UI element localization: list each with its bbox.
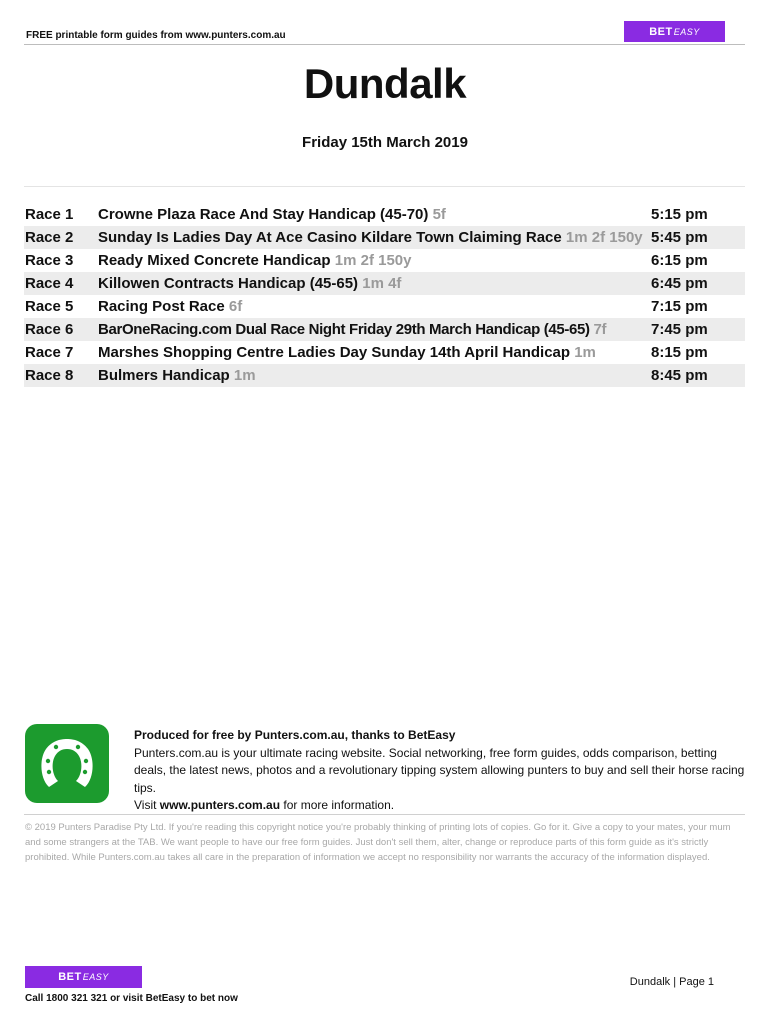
race-name-line (98, 321, 606, 338)
race-name: Bulmers Handicap (98, 367, 230, 384)
race-row (24, 272, 745, 295)
meeting-date: Friday 15th March 2019 (302, 134, 468, 151)
race-row (24, 318, 745, 341)
race-number: Race 7 (25, 344, 74, 361)
beteasy-logo-top[interactable] (624, 21, 725, 42)
title-divider (24, 186, 745, 187)
race-name: Marshes Shopping Centre Ladies Day Sunday 14th April Handicap (98, 344, 571, 361)
beteasy-logo-easy: EASY (82, 972, 109, 982)
race-row (24, 295, 745, 318)
race-number: Race 6 (25, 321, 74, 338)
race-distance: 1m 2f 150y (565, 229, 643, 246)
race-number: Race 1 (25, 206, 74, 223)
produced-body: Punters.com.au is your ultimate racing website. Social networking, free form guides, odds comparison, betting deals, the latest news, photos and a revolutionary tipping system allowing punters to buy and sell their horse racing tips. (134, 745, 745, 795)
race-row (24, 203, 745, 226)
race-name: Racing Post Race (98, 298, 225, 315)
race-row (24, 364, 745, 387)
race-number: Race 8 (25, 367, 74, 384)
race-name-line (98, 252, 411, 269)
race-number: Race 4 (25, 275, 74, 292)
race-time: 6:15 pm (651, 252, 708, 269)
race-list (24, 203, 745, 387)
race-distance: 1m (233, 367, 256, 384)
beteasy-logo-bottom[interactable] (25, 966, 142, 988)
venue-title: Dundalk (303, 60, 467, 107)
race-name: Sunday Is Ladies Day At Ace Casino Kildare Town Claiming Race (98, 229, 562, 246)
race-number: Race 5 (25, 298, 74, 315)
race-name-line (98, 367, 256, 384)
race-name-line (98, 229, 643, 246)
visit-suffix: for more information. (280, 798, 395, 812)
punters-link[interactable]: www.punters.com.au (159, 798, 281, 812)
visit-prefix: Visit (134, 798, 160, 812)
page-number: Dundalk | Page 1 (629, 976, 714, 988)
race-name: Killowen Contracts Handicap (45-65) (98, 275, 359, 292)
beteasy-logo-bet: BET (58, 971, 82, 983)
copyright-notice: © 2019 Punters Paradise Pty Ltd. If you're reading this copyright notice you're probably thinking of printing lots of copies. Go for it. Give a copy to your mates, your mum and some strangers at the TAB. We want people to have our free form guides. Just don't sell them, alter, change or reproduce parts of this form guide as it's strictly prohibited. While Punters.com.au takes all care in the preparation of information we accept no responsibility nor warrants the accuracy of the information displayed. (25, 822, 731, 863)
race-time: 5:15 pm (651, 206, 708, 223)
race-name: BarOneRacing.com Dual Race Night Friday 29th March Handicap (45-65) (98, 321, 590, 338)
race-name: Crowne Plaza Race And Stay Handicap (45-70) (98, 206, 429, 223)
race-number: Race 3 (25, 252, 74, 269)
produced-heading: Produced for free by Punters.com.au, thanks to BetEasy (134, 728, 456, 742)
race-row (24, 249, 745, 272)
race-name: Ready Mixed Concrete Handicap (98, 252, 331, 269)
beteasy-logo-easy: EASY (673, 26, 700, 37)
race-time: 8:45 pm (651, 367, 708, 384)
punters-logo-icon[interactable] (25, 724, 109, 803)
race-distance: 1m 4f (362, 275, 402, 292)
header-divider (24, 44, 745, 45)
horseshoe-icon (36, 735, 98, 793)
race-distance: 7f (593, 321, 607, 338)
race-row (24, 226, 745, 249)
call-to-action: Call 1800 321 321 or visit BetEasy to bet now (25, 993, 238, 1004)
top-banner: FREE printable form guides from www.punters.com.au (26, 30, 286, 41)
race-time: 6:45 pm (651, 275, 708, 292)
race-time: 7:45 pm (651, 321, 708, 338)
race-time: 7:15 pm (651, 298, 708, 315)
race-distance: 1m (574, 344, 596, 361)
race-distance: 5f (432, 206, 446, 223)
visit-line (134, 797, 746, 815)
race-number: Race 2 (25, 229, 74, 246)
produced-by-block (134, 727, 746, 815)
race-time: 5:45 pm (651, 229, 708, 246)
footer-divider (24, 814, 745, 815)
beteasy-logo-bet: BET (649, 25, 673, 38)
race-distance: 6f (228, 298, 243, 315)
race-name-line (98, 344, 596, 361)
race-distance: 1m 2f 150y (334, 252, 412, 269)
race-name-line (98, 206, 446, 223)
race-time: 8:15 pm (651, 344, 708, 361)
race-name-line (98, 275, 401, 292)
race-row (24, 341, 745, 364)
race-name-line (98, 298, 242, 315)
